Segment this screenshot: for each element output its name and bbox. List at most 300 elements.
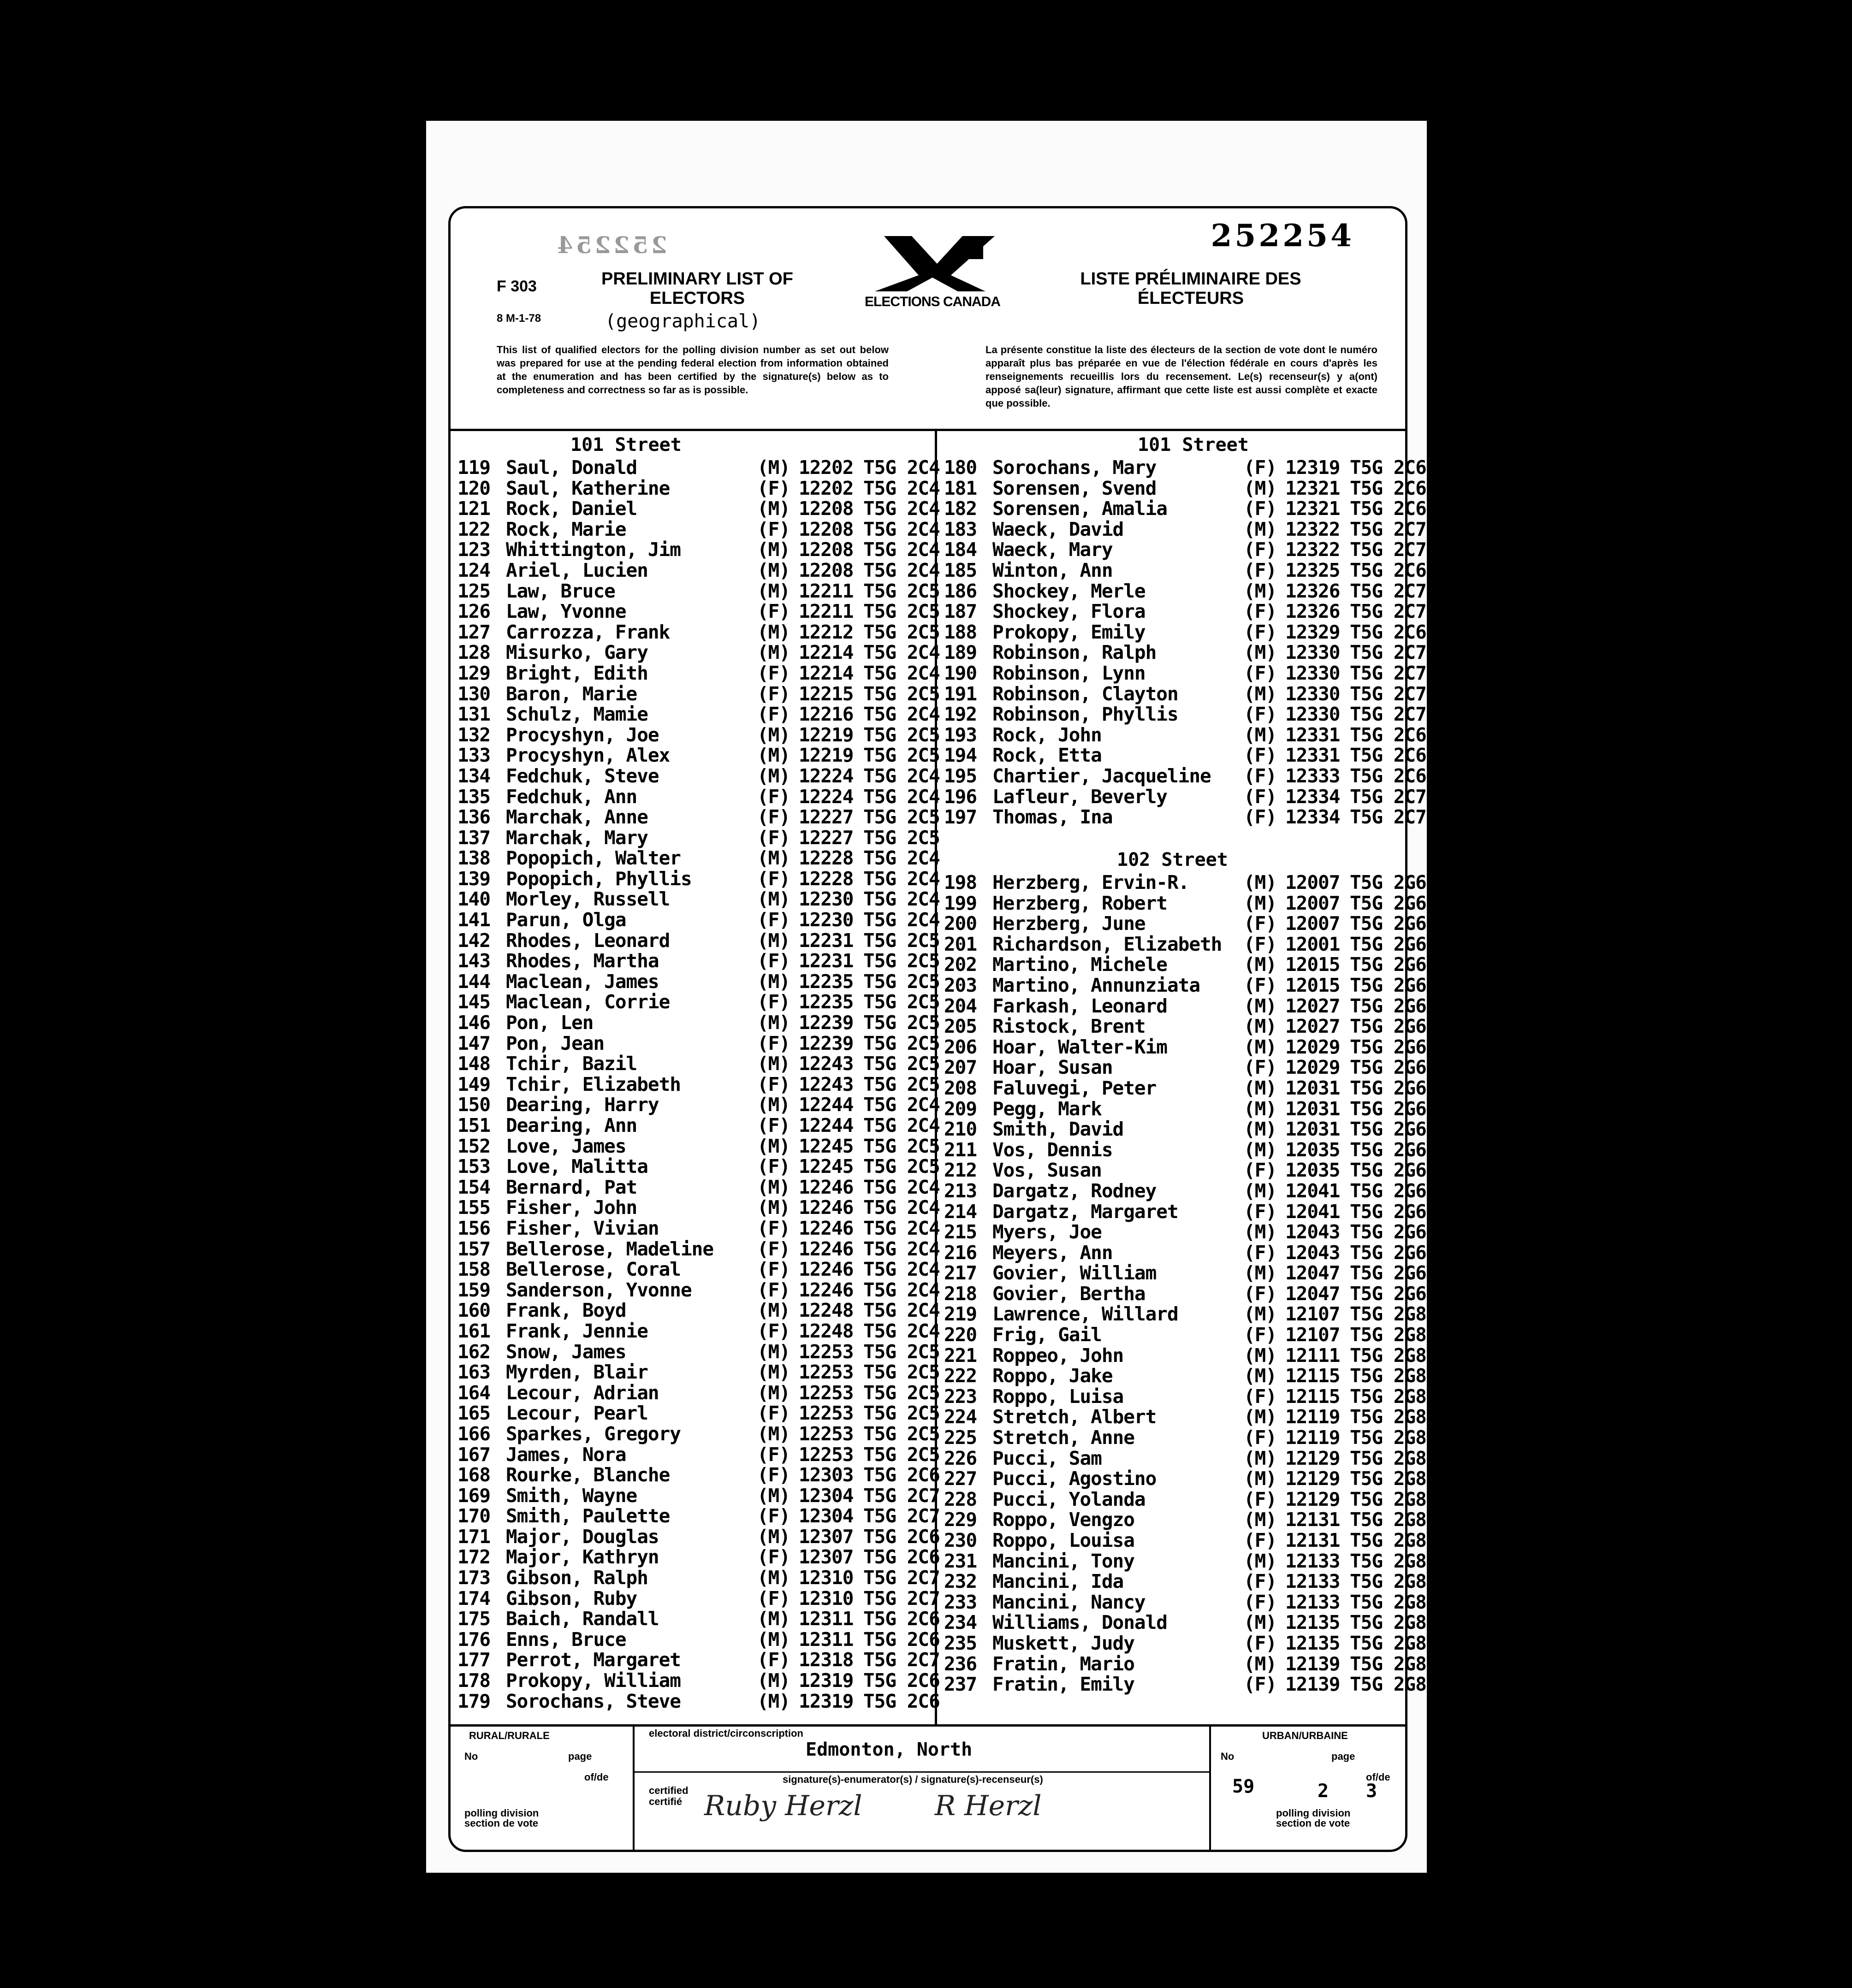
elector-row <box>457 725 979 746</box>
elector-address: 12246 <box>799 1196 854 1219</box>
elector-list-right-102 <box>944 872 1465 1695</box>
elector-postal-code: T5G 2C4 <box>863 559 940 581</box>
elector-name: Thomas, Ina <box>992 806 1113 828</box>
elector-number: 196 <box>944 785 977 808</box>
intro-french: La présente constitue la liste des électeurs de la section de vote dont le numéro apparaît plus bas préparée en vue de l'élection fédérale en cours d'après les renseignements recueillis lors du recensement. Le(s) recenseur(s) y a(ont) apposé sa(leur) signature, affirmant que cette liste est aussi complète et exacte que possible. <box>985 344 1377 409</box>
elector-address: 12001 <box>1285 933 1340 955</box>
elector-address: 12224 <box>799 785 854 808</box>
elector-row <box>944 913 1465 934</box>
elector-row <box>944 1407 1465 1427</box>
elector-number: 155 <box>457 1196 491 1219</box>
elector-row <box>944 1057 1465 1078</box>
elector-name: Procyshyn, Alex <box>506 744 670 767</box>
elector-sex: (F) <box>1244 497 1277 520</box>
elector-number: 152 <box>457 1135 491 1157</box>
elector-row <box>457 1526 979 1547</box>
elector-sex: (F) <box>1244 1426 1277 1449</box>
elector-name: Smith, David <box>992 1118 1124 1141</box>
elector-postal-code: T5G 2G8 <box>1350 1385 1426 1408</box>
elector-postal-code: T5G 2C5 <box>863 621 940 643</box>
elector-number: 159 <box>457 1278 491 1301</box>
elector-sex: (F) <box>1244 1241 1277 1264</box>
elector-number: 177 <box>457 1649 491 1671</box>
elector-postal-code: T5G 2C5 <box>863 1402 940 1425</box>
elector-row <box>457 1568 979 1588</box>
elector-postal-code: T5G 2C6 <box>863 1546 940 1568</box>
elector-name: Fratin, Emily <box>992 1673 1134 1696</box>
elector-row <box>944 1242 1465 1263</box>
elector-sex: (M) <box>1244 994 1277 1017</box>
elector-address: 12041 <box>1285 1179 1340 1202</box>
elector-sex: (F) <box>1244 621 1277 643</box>
elector-address: 12043 <box>1285 1241 1340 1264</box>
urban-polling-label: polling division section de vote <box>1276 1807 1351 1829</box>
elector-sex: (M) <box>757 1012 790 1034</box>
elector-name: Martino, Michele <box>992 953 1167 976</box>
elector-address: 12239 <box>799 1032 854 1054</box>
elector-row <box>457 581 979 602</box>
elector-number: 230 <box>944 1529 977 1551</box>
elector-number: 181 <box>944 477 977 499</box>
elector-row <box>944 622 1465 643</box>
elector-row <box>944 684 1465 704</box>
elector-address: 12031 <box>1285 1097 1340 1120</box>
elector-address: 12231 <box>799 950 854 972</box>
elector-number: 137 <box>457 826 491 849</box>
elector-postal-code: T5G 2C4 <box>863 764 940 787</box>
elector-name: Waeck, Mary <box>992 538 1113 561</box>
elector-row <box>944 1386 1465 1407</box>
elector-postal-code: T5G 2G8 <box>1350 1447 1426 1469</box>
elector-row <box>457 1177 979 1198</box>
elector-name: Parun, Olga <box>506 909 626 931</box>
elector-name: Hoar, Susan <box>992 1056 1113 1079</box>
elector-sex: (F) <box>757 600 790 623</box>
elector-postal-code: T5G 2C6 <box>863 1628 940 1651</box>
elector-postal-code: T5G 2C5 <box>863 682 940 705</box>
elector-sex: (F) <box>757 703 790 726</box>
elector-name: Robinson, Phyllis <box>992 703 1178 726</box>
elector-address: 12007 <box>1285 871 1340 893</box>
elector-postal-code: T5G 2C6 <box>1350 621 1426 643</box>
elector-name: Lecour, Pearl <box>506 1402 648 1425</box>
elector-postal-code: T5G 2C5 <box>863 723 940 746</box>
elector-name: Rourke, Blanche <box>506 1464 670 1486</box>
elector-row <box>944 704 1465 725</box>
elector-row <box>457 1300 979 1321</box>
elector-name: Roppo, Vengzo <box>992 1509 1134 1531</box>
elector-number: 156 <box>457 1217 491 1239</box>
elector-number: 139 <box>457 867 491 890</box>
elector-name: Pucci, Agostino <box>992 1467 1157 1490</box>
elector-sex: (M) <box>757 1567 790 1589</box>
elector-postal-code: T5G 2C4 <box>863 1217 940 1239</box>
elector-name: Govier, Bertha <box>992 1282 1146 1305</box>
elector-postal-code: T5G 2C4 <box>863 1299 940 1322</box>
elector-address: 12246 <box>799 1176 854 1198</box>
elector-name: Smith, Wayne <box>506 1484 637 1507</box>
elector-number: 184 <box>944 538 977 561</box>
elector-number: 148 <box>457 1053 491 1075</box>
elector-row <box>944 1592 1465 1613</box>
title-english: PRELIMINARY LIST OF ELECTORS <box>601 269 793 308</box>
elector-number: 236 <box>944 1652 977 1675</box>
elector-name: Enns, Bruce <box>506 1628 626 1651</box>
elector-name: Baich, Randall <box>506 1608 659 1630</box>
elector-name: Tchir, Bazil <box>506 1053 637 1075</box>
elector-address: 12115 <box>1285 1385 1340 1408</box>
elector-postal-code: T5G 2G6 <box>1350 1056 1426 1079</box>
elector-number: 131 <box>457 703 491 726</box>
elector-postal-code: T5G 2G6 <box>1350 1015 1426 1038</box>
elector-postal-code: T5G 2C4 <box>863 1278 940 1301</box>
elector-postal-code: T5G 2G6 <box>1350 994 1426 1017</box>
elector-row <box>944 1674 1465 1695</box>
elector-postal-code: T5G 2G8 <box>1350 1488 1426 1510</box>
elector-number: 128 <box>457 641 491 664</box>
elector-name: Marchak, Mary <box>506 826 648 849</box>
elector-address: 12029 <box>1285 1056 1340 1079</box>
elector-row <box>944 954 1465 975</box>
district-label: electoral district/circonscription <box>649 1728 803 1739</box>
elector-sex: (F) <box>757 806 790 828</box>
signature-label: signature(s)-enumerator(s) / signature(s)-recenseur(s) <box>783 1774 1043 1785</box>
elector-postal-code: T5G 2G8 <box>1350 1673 1426 1696</box>
elector-postal-code: T5G 2C4 <box>863 888 940 911</box>
elector-row <box>944 1284 1465 1304</box>
elector-row <box>944 1201 1465 1222</box>
elector-row <box>944 478 1465 499</box>
elector-sex: (M) <box>757 1381 790 1404</box>
elector-number: 214 <box>944 1200 977 1223</box>
elector-name: Fedchuk, Steve <box>506 764 659 787</box>
elector-postal-code: T5G 2G8 <box>1350 1324 1426 1346</box>
elector-row <box>944 872 1465 893</box>
elector-address: 12253 <box>799 1361 854 1384</box>
header-divider <box>451 429 1405 431</box>
elector-postal-code: T5G 2C4 <box>863 1114 940 1136</box>
elector-row <box>457 971 979 992</box>
elector-sex: (F) <box>757 1587 790 1609</box>
title-french: LISTE PRÉLIMINAIRE DES ÉLECTEURS <box>1080 269 1301 308</box>
elector-postal-code: T5G 2G8 <box>1350 1344 1426 1367</box>
elector-name: Dearing, Ann <box>506 1114 637 1136</box>
elector-sex: (F) <box>1244 600 1277 623</box>
elector-sex: (M) <box>1244 1118 1277 1141</box>
elector-number: 172 <box>457 1546 491 1568</box>
elector-number: 135 <box>457 785 491 808</box>
elector-number: 198 <box>944 871 977 893</box>
elector-row <box>944 1016 1465 1037</box>
elector-sex: (M) <box>1244 1406 1277 1428</box>
elector-name: Stretch, Anne <box>992 1426 1134 1449</box>
elector-postal-code: T5G 2C7 <box>1350 518 1426 540</box>
elector-number: 201 <box>944 933 977 955</box>
rural-page-label: page <box>568 1751 592 1762</box>
elector-address: 12119 <box>1285 1426 1340 1449</box>
elector-postal-code: T5G 2G6 <box>1350 1241 1426 1264</box>
elector-sex: (M) <box>757 1094 790 1116</box>
elector-sex: (F) <box>1244 785 1277 808</box>
elector-sex: (F) <box>757 950 790 972</box>
elector-sex: (F) <box>1244 1282 1277 1305</box>
district-value: Edmonton, North <box>806 1739 973 1760</box>
elector-row <box>457 1424 979 1444</box>
elector-number: 151 <box>457 1114 491 1136</box>
elector-address: 12129 <box>1285 1488 1340 1510</box>
subtitle-geographical: (geographical) <box>605 311 761 332</box>
elector-address: 12015 <box>1285 953 1340 976</box>
elector-postal-code: T5G 2G8 <box>1350 1652 1426 1675</box>
elector-number: 197 <box>944 806 977 828</box>
elector-row <box>457 1485 979 1506</box>
elector-sex: (F) <box>1244 538 1277 561</box>
elector-address: 12211 <box>799 600 854 623</box>
elector-row <box>457 1465 979 1485</box>
elector-number: 220 <box>944 1324 977 1346</box>
elector-sex: (M) <box>1244 1652 1277 1675</box>
street-heading-right: 101 Street <box>1138 434 1249 456</box>
elector-sex: (M) <box>757 847 790 870</box>
elector-address: 12334 <box>1285 785 1340 808</box>
elector-sex: (M) <box>1244 477 1277 499</box>
elector-name: Procyshyn, Joe <box>506 723 659 746</box>
elector-number: 158 <box>457 1258 491 1281</box>
elector-number: 218 <box>944 1282 977 1305</box>
enumerator-signature-2: R Herzl <box>935 1790 1042 1822</box>
elector-number: 202 <box>944 953 977 976</box>
mirrored-stub-number: 252254 <box>554 231 667 259</box>
elector-sex: (F) <box>757 1464 790 1486</box>
elector-sex: (M) <box>757 1484 790 1507</box>
elector-address: 12235 <box>799 991 854 1013</box>
elector-postal-code: T5G 2C6 <box>1350 744 1426 767</box>
elector-address: 12253 <box>799 1443 854 1466</box>
elector-number: 165 <box>457 1402 491 1425</box>
elector-address: 12214 <box>799 662 854 684</box>
elector-postal-code: T5G 2G6 <box>1350 912 1426 935</box>
elector-sex: (M) <box>757 970 790 993</box>
elector-number: 212 <box>944 1159 977 1182</box>
elector-postal-code: T5G 2C4 <box>863 518 940 540</box>
elector-sex: (M) <box>757 764 790 787</box>
elector-number: 183 <box>944 518 977 540</box>
elector-name: Schulz, Mamie <box>506 703 648 726</box>
elector-sex: (M) <box>1244 1015 1277 1038</box>
elector-name: Popopich, Walter <box>506 847 681 870</box>
elector-sex: (F) <box>1244 1570 1277 1593</box>
elector-name: Frig, Gail <box>992 1324 1102 1346</box>
elector-sex: (M) <box>1244 1467 1277 1490</box>
elector-address: 12331 <box>1285 723 1340 746</box>
elector-row <box>457 663 979 684</box>
elector-number: 122 <box>457 518 491 540</box>
elector-sex: (M) <box>1244 1550 1277 1572</box>
elector-row <box>457 889 979 910</box>
elector-name: Faluvegi, Peter <box>992 1077 1157 1099</box>
elector-number: 134 <box>457 764 491 787</box>
elector-name: Meyers, Ann <box>992 1241 1113 1264</box>
elector-sex: (M) <box>1244 1035 1277 1058</box>
elector-number: 210 <box>944 1118 977 1141</box>
elector-name: Robinson, Clayton <box>992 682 1178 705</box>
elector-sex: (F) <box>757 826 790 849</box>
elector-number: 193 <box>944 723 977 746</box>
elector-name: Martino, Annunziata <box>992 974 1200 996</box>
elector-row <box>457 1053 979 1074</box>
elector-number: 204 <box>944 994 977 1017</box>
elector-postal-code: T5G 2C5 <box>863 1032 940 1054</box>
elector-name: Whittington, Jim <box>506 538 681 561</box>
elector-address: 12007 <box>1285 912 1340 935</box>
certified-label: certified certifié <box>649 1785 689 1807</box>
elector-row <box>944 1509 1465 1530</box>
elector-number: 138 <box>457 847 491 870</box>
elector-row <box>457 992 979 1012</box>
elector-row <box>944 1140 1465 1160</box>
elector-sex: (M) <box>757 1299 790 1322</box>
elector-sex: (M) <box>1244 1303 1277 1325</box>
elector-sex: (M) <box>757 1690 790 1712</box>
elector-number: 219 <box>944 1303 977 1325</box>
elector-address: 12227 <box>799 806 854 828</box>
intro-english: This list of qualified electors for the polling division number as set out below was prepared for use at the pending federal election from information obtained at the enumeration and has been certified by the signature(s) below as to completeness and correctness so far as is possible. <box>497 344 889 396</box>
elector-number: 162 <box>457 1340 491 1363</box>
elector-number: 233 <box>944 1591 977 1613</box>
elector-postal-code: T5G 2C7 <box>863 1587 940 1609</box>
elector-address: 12212 <box>799 621 854 643</box>
elector-postal-code: T5G 2C5 <box>863 1381 940 1404</box>
elector-sex: (M) <box>757 538 790 561</box>
elector-number: 121 <box>457 497 491 520</box>
elector-row <box>944 1304 1465 1325</box>
elector-name: Bright, Edith <box>506 662 648 684</box>
elector-sex: (M) <box>757 1361 790 1384</box>
elector-postal-code: T5G 2C4 <box>863 785 940 808</box>
elector-number: 149 <box>457 1073 491 1095</box>
elector-number: 160 <box>457 1299 491 1322</box>
elector-number: 221 <box>944 1344 977 1367</box>
district-underline <box>633 1771 1209 1773</box>
elector-list-right-101 <box>944 457 1465 828</box>
elector-postal-code: T5G 2G8 <box>1350 1611 1426 1634</box>
elector-address: 12219 <box>799 723 854 746</box>
urban-of-value: 3 <box>1366 1781 1377 1802</box>
elector-postal-code: T5G 2G6 <box>1350 1159 1426 1182</box>
elector-sex: (F) <box>1244 933 1277 955</box>
elector-sex: (M) <box>1244 1611 1277 1634</box>
elector-address: 12248 <box>799 1299 854 1322</box>
elector-postal-code: T5G 2G6 <box>1350 1035 1426 1058</box>
elector-sex: (F) <box>757 1546 790 1568</box>
elector-postal-code: T5G 2C7 <box>1350 662 1426 684</box>
elector-postal-code: T5G 2C7 <box>863 1567 940 1589</box>
elector-address: 12211 <box>799 580 854 602</box>
elector-address: 12035 <box>1285 1159 1340 1182</box>
elector-address: 12041 <box>1285 1200 1340 1223</box>
rural-no-label: No <box>464 1751 478 1762</box>
elector-row <box>944 1366 1465 1386</box>
elector-number: 208 <box>944 1077 977 1099</box>
rural-polling-label: polling division section de vote <box>464 1807 539 1829</box>
elector-address: 12243 <box>799 1073 854 1095</box>
elector-postal-code: T5G 2C7 <box>863 1505 940 1527</box>
elector-row <box>457 1629 979 1650</box>
elector-address: 12208 <box>799 518 854 540</box>
elector-postal-code: T5G 2C6 <box>863 1464 940 1486</box>
elector-sex: (M) <box>757 1525 790 1548</box>
elector-postal-code: T5G 2G8 <box>1350 1365 1426 1387</box>
elector-address: 12228 <box>799 847 854 870</box>
elector-number: 235 <box>944 1632 977 1654</box>
elector-sex: (F) <box>757 662 790 684</box>
elector-sex: (M) <box>757 1628 790 1651</box>
elector-row <box>457 930 979 951</box>
elector-row <box>457 1362 979 1383</box>
elector-number: 176 <box>457 1628 491 1651</box>
elector-address: 12219 <box>799 744 854 767</box>
elector-row <box>944 1489 1465 1510</box>
elector-postal-code: T5G 2C5 <box>863 1073 940 1095</box>
elector-postal-code: T5G 2C4 <box>863 1237 940 1260</box>
elector-name: Myrden, Blair <box>506 1361 648 1384</box>
urban-label: URBAN/URBAINE <box>1262 1730 1348 1741</box>
elector-number: 185 <box>944 559 977 581</box>
elector-sex: (F) <box>757 1073 790 1095</box>
elector-row <box>944 1099 1465 1119</box>
elector-name: Vos, Dennis <box>992 1138 1113 1161</box>
elector-postal-code: T5G 2G6 <box>1350 974 1426 996</box>
elector-sex: (M) <box>757 888 790 911</box>
elector-name: Shockey, Flora <box>992 600 1146 623</box>
elector-name: Frank, Jennie <box>506 1319 648 1342</box>
elector-address: 12307 <box>799 1546 854 1568</box>
elector-name: Tchir, Elizabeth <box>506 1073 681 1095</box>
elector-sex: (M) <box>1244 518 1277 540</box>
elector-name: Herzberg, June <box>992 912 1146 935</box>
elector-postal-code: T5G 2C7 <box>1350 641 1426 664</box>
elector-name: Myers, Joe <box>992 1221 1102 1243</box>
elector-name: Love, Malitta <box>506 1155 648 1178</box>
elector-postal-code: T5G 2C4 <box>863 1319 940 1342</box>
elector-postal-code: T5G 2C5 <box>863 970 940 993</box>
elector-row <box>457 1033 979 1054</box>
elector-number: 142 <box>457 929 491 952</box>
elector-name: Sorensen, Amalia <box>992 497 1167 520</box>
elector-address: 12043 <box>1285 1221 1340 1243</box>
elector-postal-code: T5G 2C4 <box>863 456 940 479</box>
elector-row <box>944 560 1465 581</box>
elector-address: 12202 <box>799 477 854 499</box>
elector-postal-code: T5G 2C4 <box>863 1196 940 1219</box>
elector-address: 12139 <box>1285 1652 1340 1675</box>
elector-name: Shockey, Merle <box>992 580 1146 602</box>
elector-sex: (F) <box>1244 912 1277 935</box>
elector-sex: (F) <box>757 1649 790 1671</box>
elector-number: 228 <box>944 1488 977 1510</box>
elector-sex: (M) <box>757 723 790 746</box>
elector-number: 199 <box>944 892 977 914</box>
elector-name: Robinson, Lynn <box>992 662 1146 684</box>
urban-page-value: 2 <box>1318 1781 1329 1802</box>
elector-sex: (M) <box>757 1669 790 1692</box>
elector-sex: (M) <box>757 1135 790 1157</box>
elector-sex: (F) <box>757 682 790 705</box>
enumerator-signature-1: Ruby Herzl <box>704 1790 862 1822</box>
elector-sex: (F) <box>1244 806 1277 828</box>
elector-number: 211 <box>944 1138 977 1161</box>
elector-row <box>457 1383 979 1403</box>
